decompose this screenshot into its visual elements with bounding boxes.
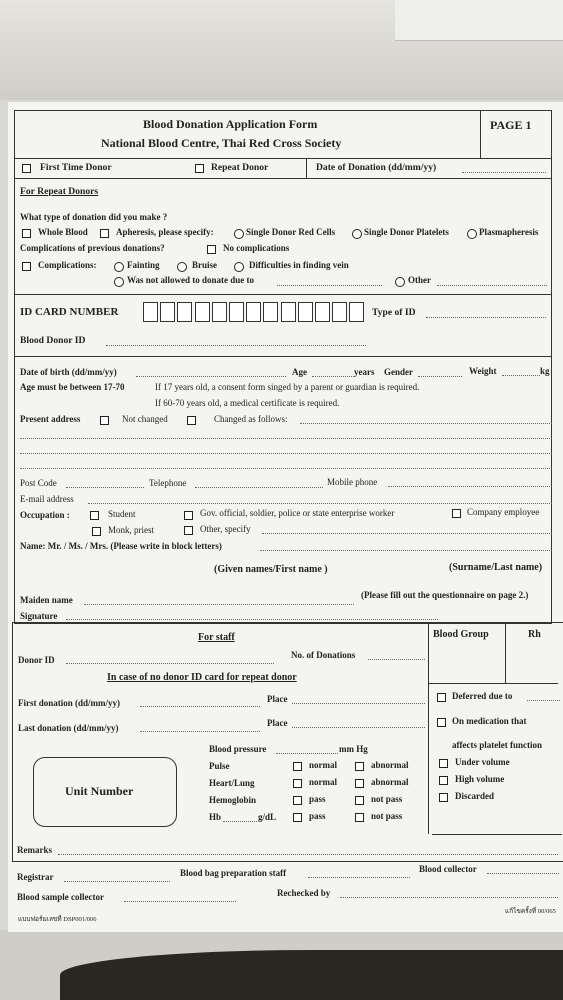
divider bbox=[306, 158, 307, 178]
complications-label: Complications: bbox=[38, 260, 97, 270]
repeat-donor-checkbox[interactable] bbox=[195, 164, 204, 173]
signature-label: Signature bbox=[20, 611, 58, 621]
other-occupation-label: Other, specify bbox=[200, 524, 251, 534]
other-field[interactable] bbox=[437, 285, 547, 286]
gender-field[interactable] bbox=[418, 376, 462, 377]
heart-abnormal-checkbox[interactable] bbox=[355, 779, 364, 788]
surname-label: (Surname/Last name) bbox=[449, 562, 543, 573]
unit-number-label: Unit Number bbox=[65, 784, 134, 798]
no-card-heading: In case of no donor ID card for repeat donor bbox=[107, 672, 297, 683]
type-of-id-field[interactable] bbox=[426, 317, 546, 318]
deferred-label: Deferred due to bbox=[452, 691, 513, 701]
given-name-label: (Given names/First name ) bbox=[214, 564, 328, 575]
collector-label: Blood collector bbox=[419, 864, 477, 874]
whole-blood-checkbox[interactable] bbox=[22, 229, 31, 238]
divider bbox=[480, 110, 481, 158]
heart-normal-label: normal bbox=[309, 777, 337, 787]
blood-pressure-label: Blood pressure bbox=[209, 744, 267, 754]
maiden-name-label: Maiden name bbox=[20, 595, 73, 605]
mobile-label: Mobile phone bbox=[327, 477, 378, 487]
fainting-radio[interactable] bbox=[114, 262, 124, 272]
rechecked-field[interactable] bbox=[340, 897, 558, 898]
platelets-label: Single Donor Platelets bbox=[364, 227, 449, 237]
heart-lung-label: Heart/Lung bbox=[209, 778, 255, 788]
not-allowed-field[interactable] bbox=[277, 285, 382, 286]
deferred-checkbox[interactable] bbox=[437, 693, 446, 702]
last-place-label: Place bbox=[267, 718, 288, 728]
hb-pass-label: pass bbox=[309, 811, 326, 821]
discarded-checkbox[interactable] bbox=[439, 793, 448, 802]
age-note-60: If 60-70 years old, a medical certificate is required. bbox=[155, 398, 340, 408]
type-of-id-label: Type of ID bbox=[372, 307, 416, 318]
complications-checkbox[interactable] bbox=[22, 262, 31, 271]
first-time-checkbox[interactable] bbox=[22, 164, 31, 173]
bruise-label: Bruise bbox=[192, 260, 218, 270]
platelets-radio[interactable] bbox=[352, 229, 362, 239]
no-donations-field[interactable] bbox=[368, 659, 425, 660]
name-field[interactable] bbox=[260, 550, 552, 551]
under-volume-checkbox[interactable] bbox=[439, 759, 448, 768]
first-donation-field[interactable] bbox=[140, 706, 260, 707]
telephone-label: Telephone bbox=[149, 478, 187, 488]
discarded-label: Discarded bbox=[455, 791, 494, 801]
form-code: แบบฟอร์มเลขที่ DSP001/006 bbox=[18, 916, 97, 923]
no-complications-checkbox[interactable] bbox=[207, 245, 216, 254]
hemoglobin-not-pass-label: not pass bbox=[371, 794, 403, 804]
telephone-field[interactable] bbox=[195, 487, 323, 488]
repeat-section-heading: For Repeat Donors bbox=[20, 186, 99, 197]
vein-radio[interactable] bbox=[234, 262, 244, 272]
blood-donor-id-field[interactable] bbox=[106, 345, 366, 346]
hb-pass-checkbox[interactable] bbox=[293, 813, 302, 822]
page-label: PAGE 1 bbox=[490, 118, 532, 132]
hb-label: Hb bbox=[209, 812, 222, 822]
high-volume-checkbox[interactable] bbox=[439, 776, 448, 785]
apheresis-label: Apheresis, please specify: bbox=[116, 227, 214, 237]
id-digit-box[interactable] bbox=[212, 302, 227, 322]
email-label: E-mail address bbox=[20, 494, 74, 504]
id-digit-box[interactable] bbox=[281, 302, 296, 322]
other-label: Other bbox=[408, 275, 431, 285]
id-digit-box[interactable] bbox=[332, 302, 347, 322]
id-digit-box[interactable] bbox=[195, 302, 210, 322]
id-digit-box[interactable] bbox=[229, 302, 244, 322]
address-field-2[interactable] bbox=[20, 438, 552, 439]
red-cells-label: Single Donor Red Cells bbox=[246, 227, 336, 237]
blood-pressure-field[interactable] bbox=[276, 753, 338, 754]
not-changed-label: Not changed bbox=[122, 414, 168, 424]
staff-donor-id-field[interactable] bbox=[66, 663, 274, 664]
shoe bbox=[60, 950, 563, 1000]
blood-group-label: Blood Group bbox=[433, 629, 489, 640]
bruise-radio[interactable] bbox=[177, 262, 187, 272]
kg-label: kg bbox=[540, 366, 550, 376]
signature-field[interactable] bbox=[66, 619, 438, 620]
post-code-field[interactable] bbox=[66, 487, 144, 488]
divider bbox=[14, 178, 551, 179]
hb-not-pass-checkbox[interactable] bbox=[355, 813, 364, 822]
age-field[interactable] bbox=[312, 376, 354, 377]
id-digit-box[interactable] bbox=[298, 302, 313, 322]
hemoglobin-label: Hemoglobin bbox=[209, 795, 257, 805]
other-occupation-field[interactable] bbox=[262, 533, 552, 534]
present-address-label: Present address bbox=[20, 414, 81, 424]
id-digit-box[interactable] bbox=[246, 302, 261, 322]
questionnaire-note: (Please fill out the questionnaire on page 2.) bbox=[361, 590, 529, 600]
id-digit-box[interactable] bbox=[315, 302, 330, 322]
first-donation-label: First donation (dd/mm/yy) bbox=[18, 698, 121, 708]
no-complications-label: No complications bbox=[223, 243, 290, 253]
id-digit-box[interactable] bbox=[143, 302, 158, 322]
pulse-abnormal-label: abnormal bbox=[371, 760, 409, 770]
rechecked-label: Rechecked by bbox=[277, 888, 331, 898]
id-digit-box[interactable] bbox=[177, 302, 192, 322]
pulse-normal-checkbox[interactable] bbox=[293, 762, 302, 771]
post-code-label: Post Code bbox=[20, 478, 57, 488]
sample-collector-label: Blood sample collector bbox=[17, 892, 104, 902]
revision-code: แก้ไขครั้งที่ 00/065 bbox=[505, 908, 556, 915]
pulse-abnormal-checkbox[interactable] bbox=[355, 762, 364, 771]
last-donation-label: Last donation (dd/mm/yy) bbox=[18, 723, 119, 733]
heart-abnormal-label: abnormal bbox=[371, 777, 409, 787]
rh-label: Rh bbox=[528, 629, 541, 640]
fainting-label: Fainting bbox=[127, 260, 160, 270]
divider bbox=[428, 622, 429, 834]
bag-staff-label: Blood bag preparation staff bbox=[180, 868, 287, 878]
hb-field[interactable] bbox=[223, 821, 257, 822]
address-field-1[interactable] bbox=[300, 423, 552, 424]
medication-checkbox[interactable] bbox=[437, 718, 446, 727]
staff-donor-id-label: Donor ID bbox=[18, 655, 55, 665]
form-subtitle: National Blood Centre, Thai Red Cross Society bbox=[101, 136, 342, 150]
gov-checkbox[interactable] bbox=[184, 511, 193, 520]
vein-label: Difficulties in finding vein bbox=[249, 260, 349, 270]
changed-checkbox[interactable] bbox=[187, 416, 196, 425]
heart-normal-checkbox[interactable] bbox=[293, 779, 302, 788]
changed-label: Changed as follows: bbox=[214, 414, 288, 424]
divider bbox=[14, 158, 551, 159]
hemoglobin-not-pass-checkbox[interactable] bbox=[355, 796, 364, 805]
complications-question: Complications of previous donations? bbox=[20, 243, 165, 253]
red-cells-radio[interactable] bbox=[234, 229, 244, 239]
email-field[interactable] bbox=[88, 503, 552, 504]
registrar-field[interactable] bbox=[64, 881, 170, 882]
name-label: Name: Mr. / Ms. / Mrs. (Please write in block letters) bbox=[20, 541, 222, 551]
pulse-label: Pulse bbox=[209, 761, 230, 771]
last-donation-field[interactable] bbox=[140, 731, 260, 732]
registrar-label: Registrar bbox=[17, 872, 54, 882]
occupation-label: Occupation : bbox=[20, 510, 70, 520]
no-donations-label: No. of Donations bbox=[291, 650, 356, 660]
divider bbox=[505, 622, 506, 683]
g-dl-label: g/dL bbox=[258, 812, 277, 822]
id-digit-box[interactable] bbox=[160, 302, 175, 322]
monk-checkbox[interactable] bbox=[92, 527, 101, 536]
company-label: Company employee bbox=[467, 507, 540, 517]
mm-hg-label: mm Hg bbox=[339, 744, 368, 754]
age-note-17: If 17 years old, a consent form singed by a parent or guardian is required. bbox=[155, 382, 420, 392]
age-range-label: Age must be between 17-70 bbox=[20, 382, 125, 392]
apheresis-checkbox[interactable] bbox=[100, 229, 109, 238]
weight-field[interactable] bbox=[502, 375, 540, 376]
donation-type-question: What type of donation did you make ? bbox=[20, 212, 168, 222]
high-volume-label: High volume bbox=[455, 774, 505, 784]
date-of-donation-field[interactable] bbox=[462, 172, 546, 173]
maiden-name-field[interactable] bbox=[84, 604, 354, 605]
weight-label: Weight bbox=[469, 366, 497, 376]
hb-not-pass-label: not pass bbox=[371, 811, 403, 821]
monk-label: Monk, priest bbox=[108, 525, 154, 535]
other-occupation-checkbox[interactable] bbox=[184, 526, 193, 535]
years-label: years bbox=[354, 367, 375, 377]
address-field-3[interactable] bbox=[20, 453, 552, 454]
medication-label: On medication that bbox=[452, 716, 527, 726]
date-of-donation-label: Date of Donation (dd/mm/yy) bbox=[316, 162, 437, 173]
student-checkbox[interactable] bbox=[90, 511, 99, 520]
plasmapheresis-label: Plasmapheresis bbox=[479, 227, 539, 237]
dob-field[interactable] bbox=[136, 376, 286, 377]
bag-staff-field[interactable] bbox=[308, 877, 410, 878]
collector-field[interactable] bbox=[487, 873, 559, 874]
plasmapheresis-radio[interactable] bbox=[467, 229, 477, 239]
first-place-field[interactable] bbox=[292, 703, 425, 704]
gov-label: Gov. official, soldier, police or state enterprise worker bbox=[200, 508, 395, 518]
id-digit-box[interactable] bbox=[349, 302, 364, 322]
not-allowed-label: Was not allowed to donate due to bbox=[127, 275, 255, 285]
repeat-donor-label: Repeat Donor bbox=[211, 162, 269, 173]
company-checkbox[interactable] bbox=[452, 509, 461, 518]
hemoglobin-pass-checkbox[interactable] bbox=[293, 796, 302, 805]
divider bbox=[432, 834, 562, 835]
last-place-field[interactable] bbox=[292, 727, 425, 728]
for-staff-heading: For staff bbox=[198, 632, 235, 643]
pulse-normal-label: normal bbox=[309, 760, 337, 770]
form-title: Blood Donation Application Form bbox=[143, 117, 318, 131]
not-allowed-radio[interactable] bbox=[114, 277, 124, 287]
remarks-field[interactable] bbox=[58, 854, 558, 855]
student-label: Student bbox=[108, 509, 136, 519]
gender-label: Gender bbox=[384, 367, 413, 377]
whole-blood-label: Whole Blood bbox=[38, 227, 88, 237]
address-field-4[interactable] bbox=[20, 468, 552, 469]
id-digit-box[interactable] bbox=[263, 302, 278, 322]
background-papers bbox=[395, 0, 563, 41]
mobile-field[interactable] bbox=[388, 486, 552, 487]
deferred-field[interactable] bbox=[527, 700, 560, 701]
age-label: Age bbox=[292, 367, 307, 377]
first-time-label: First Time Donor bbox=[40, 162, 112, 173]
under-volume-label: Under volume bbox=[455, 757, 510, 767]
not-changed-checkbox[interactable] bbox=[100, 416, 109, 425]
dob-label: Date of birth (dd/mm/yy) bbox=[20, 367, 117, 377]
divider bbox=[428, 683, 558, 684]
sample-collector-field[interactable] bbox=[124, 901, 236, 902]
platelet-label: affects platelet function bbox=[452, 740, 542, 750]
first-place-label: Place bbox=[267, 694, 288, 704]
hemoglobin-pass-label: pass bbox=[309, 794, 326, 804]
id-card-label: ID CARD NUMBER bbox=[20, 306, 119, 318]
remarks-label: Remarks bbox=[17, 845, 52, 855]
divider bbox=[14, 294, 551, 295]
divider bbox=[14, 356, 551, 357]
other-radio[interactable] bbox=[395, 277, 405, 287]
blood-donor-id-label: Blood Donor ID bbox=[20, 335, 86, 346]
